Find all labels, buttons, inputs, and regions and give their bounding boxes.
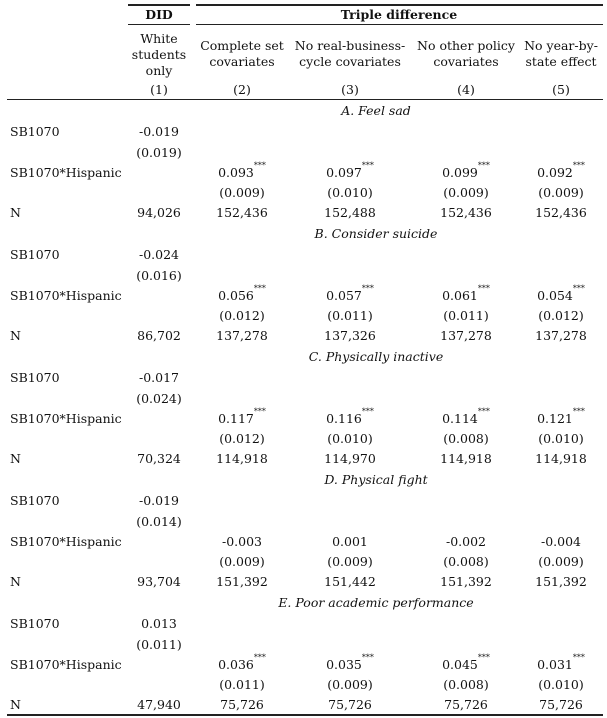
observations-count: 137,278 <box>216 328 268 343</box>
header-rule-triple <box>196 24 603 25</box>
interaction-standard-error: (0.010) <box>327 185 373 200</box>
significance-stars: *** <box>477 406 490 416</box>
significance-stars: *** <box>361 283 374 293</box>
bottom-rule <box>7 714 603 716</box>
row-label-sb1070: SB1070 <box>10 370 60 385</box>
interaction-standard-error: (0.012) <box>219 431 265 446</box>
interaction-standard-error: (0.010) <box>538 431 584 446</box>
row-label-sb1070: SB1070 <box>10 247 60 262</box>
panel-title: C. Physically inactive <box>308 349 444 364</box>
sb1070-coefficient: -0.017 <box>138 370 180 385</box>
interaction-standard-error: (0.010) <box>327 431 373 446</box>
row-label-n: N <box>10 574 21 589</box>
top-rule-triple <box>196 4 603 6</box>
col4-header: No other policy <box>417 38 515 53</box>
interaction-standard-error: (0.011) <box>327 308 373 323</box>
row-label-sb1070-hispanic: SB1070*Hispanic <box>10 534 122 549</box>
interaction-coefficient: 0.117*** <box>218 406 266 426</box>
significance-stars: *** <box>477 160 490 170</box>
row-label-sb1070: SB1070 <box>10 616 60 631</box>
col5-header: No year-by- <box>524 38 598 53</box>
top-rule-did <box>128 4 190 6</box>
col1-header: only <box>145 63 173 78</box>
interaction-coefficient: 0.056*** <box>218 283 266 303</box>
interaction-coefficient: 0.061*** <box>442 283 490 303</box>
interaction-coefficient: 0.001 <box>332 534 368 549</box>
observations-count: 94,026 <box>137 205 181 220</box>
sb1070-coefficient: -0.019 <box>138 124 180 139</box>
col5-header: state effect <box>525 54 597 69</box>
row-label-n: N <box>10 205 21 220</box>
interaction-standard-error: (0.008) <box>443 677 489 692</box>
row-label-n: N <box>10 451 21 466</box>
panel-title: B. Consider suicide <box>314 226 438 241</box>
observations-count: 152,436 <box>535 205 587 220</box>
sb1070-standard-error: (0.019) <box>136 145 182 160</box>
observations-count: 152,436 <box>440 205 492 220</box>
col3-header: No real-business- <box>294 38 406 53</box>
header-did: DID <box>145 7 173 22</box>
column-number: (5) <box>552 82 570 97</box>
observations-count: 70,324 <box>137 451 181 466</box>
interaction-standard-error: (0.012) <box>538 308 584 323</box>
interaction-coefficient: 0.121*** <box>537 406 585 426</box>
observations-count: 152,488 <box>324 205 376 220</box>
significance-stars: *** <box>253 283 266 293</box>
observations-count: 86,702 <box>137 328 181 343</box>
interaction-coefficient: 0.114*** <box>442 406 490 426</box>
interaction-coefficient: -0.004 <box>540 534 582 549</box>
row-label-sb1070-hispanic: SB1070*Hispanic <box>10 165 122 180</box>
sb1070-coefficient: -0.019 <box>138 493 180 508</box>
significance-stars: *** <box>477 283 490 293</box>
significance-stars: *** <box>572 283 585 293</box>
interaction-standard-error: (0.008) <box>443 554 489 569</box>
observations-count: 75,726 <box>539 697 583 712</box>
interaction-coefficient: -0.002 <box>445 534 487 549</box>
interaction-standard-error: (0.011) <box>219 677 265 692</box>
observations-count: 47,940 <box>137 697 181 712</box>
observations-count: 137,278 <box>535 328 587 343</box>
observations-count: 93,704 <box>137 574 181 589</box>
sb1070-coefficient: 0.013 <box>141 616 177 631</box>
col2-header: Complete set <box>200 38 284 53</box>
interaction-standard-error: (0.009) <box>327 554 373 569</box>
observations-count: 75,726 <box>444 697 488 712</box>
col2-header: covariates <box>209 54 275 69</box>
col1-header: White <box>140 31 178 46</box>
interaction-coefficient: 0.054*** <box>537 283 585 303</box>
interaction-coefficient: 0.093*** <box>218 160 266 180</box>
row-label-sb1070-hispanic: SB1070*Hispanic <box>10 411 122 426</box>
observations-count: 114,918 <box>216 451 268 466</box>
observations-count: 152,436 <box>216 205 268 220</box>
panel-title: D. Physical fight <box>324 472 428 487</box>
interaction-standard-error: (0.011) <box>443 308 489 323</box>
col4-header: covariates <box>433 54 499 69</box>
row-label-n: N <box>10 697 21 712</box>
observations-count: 75,726 <box>220 697 264 712</box>
significance-stars: *** <box>572 160 585 170</box>
interaction-standard-error: (0.010) <box>538 677 584 692</box>
interaction-coefficient: 0.057*** <box>326 283 374 303</box>
interaction-coefficient: 0.035*** <box>326 652 374 672</box>
row-label-n: N <box>10 328 21 343</box>
sb1070-coefficient: -0.024 <box>138 247 180 262</box>
row-label-sb1070: SB1070 <box>10 493 60 508</box>
sb1070-standard-error: (0.014) <box>136 514 182 529</box>
observations-count: 114,918 <box>440 451 492 466</box>
significance-stars: *** <box>361 652 374 662</box>
column-number: (3) <box>341 82 359 97</box>
interaction-coefficient: 0.036*** <box>218 652 266 672</box>
observations-count: 114,970 <box>324 451 376 466</box>
sb1070-standard-error: (0.024) <box>136 391 182 406</box>
header-triple-difference: Triple difference <box>340 7 458 22</box>
observations-count: 75,726 <box>328 697 372 712</box>
interaction-standard-error: (0.009) <box>538 185 584 200</box>
significance-stars: *** <box>253 652 266 662</box>
observations-count: 137,278 <box>440 328 492 343</box>
header-bottom-rule <box>7 99 603 100</box>
observations-count: 151,442 <box>324 574 376 589</box>
interaction-standard-error: (0.009) <box>219 185 265 200</box>
panel-title: A. Feel sad <box>341 103 411 118</box>
interaction-standard-error: (0.009) <box>538 554 584 569</box>
column-number: (1) <box>150 82 168 97</box>
interaction-coefficient: 0.031*** <box>537 652 585 672</box>
observations-count: 137,326 <box>324 328 376 343</box>
observations-count: 151,392 <box>440 574 492 589</box>
interaction-coefficient: 0.099*** <box>442 160 490 180</box>
significance-stars: *** <box>253 406 266 416</box>
significance-stars: *** <box>572 652 585 662</box>
column-number: (4) <box>457 82 475 97</box>
significance-stars: *** <box>477 652 490 662</box>
column-number: (2) <box>233 82 251 97</box>
interaction-standard-error: (0.009) <box>327 677 373 692</box>
col1-header: students <box>131 47 187 62</box>
significance-stars: *** <box>572 406 585 416</box>
significance-stars: *** <box>361 160 374 170</box>
interaction-standard-error: (0.012) <box>219 308 265 323</box>
panel-title: E. Poor academic performance <box>278 595 474 610</box>
observations-count: 114,918 <box>535 451 587 466</box>
row-label-sb1070: SB1070 <box>10 124 60 139</box>
col3-header: cycle covariates <box>299 54 401 69</box>
interaction-coefficient: 0.097*** <box>326 160 374 180</box>
interaction-standard-error: (0.009) <box>443 185 489 200</box>
significance-stars: *** <box>253 160 266 170</box>
sb1070-standard-error: (0.011) <box>136 637 182 652</box>
interaction-coefficient: 0.092*** <box>537 160 585 180</box>
header-rule-did <box>128 24 190 25</box>
interaction-coefficient: 0.116*** <box>326 406 374 426</box>
interaction-standard-error: (0.008) <box>443 431 489 446</box>
observations-count: 151,392 <box>535 574 587 589</box>
row-label-sb1070-hispanic: SB1070*Hispanic <box>10 288 122 303</box>
interaction-coefficient: 0.045*** <box>442 652 490 672</box>
interaction-coefficient: -0.003 <box>221 534 263 549</box>
row-label-sb1070-hispanic: SB1070*Hispanic <box>10 657 122 672</box>
observations-count: 151,392 <box>216 574 268 589</box>
interaction-standard-error: (0.009) <box>219 554 265 569</box>
sb1070-standard-error: (0.016) <box>136 268 182 283</box>
significance-stars: *** <box>361 406 374 416</box>
